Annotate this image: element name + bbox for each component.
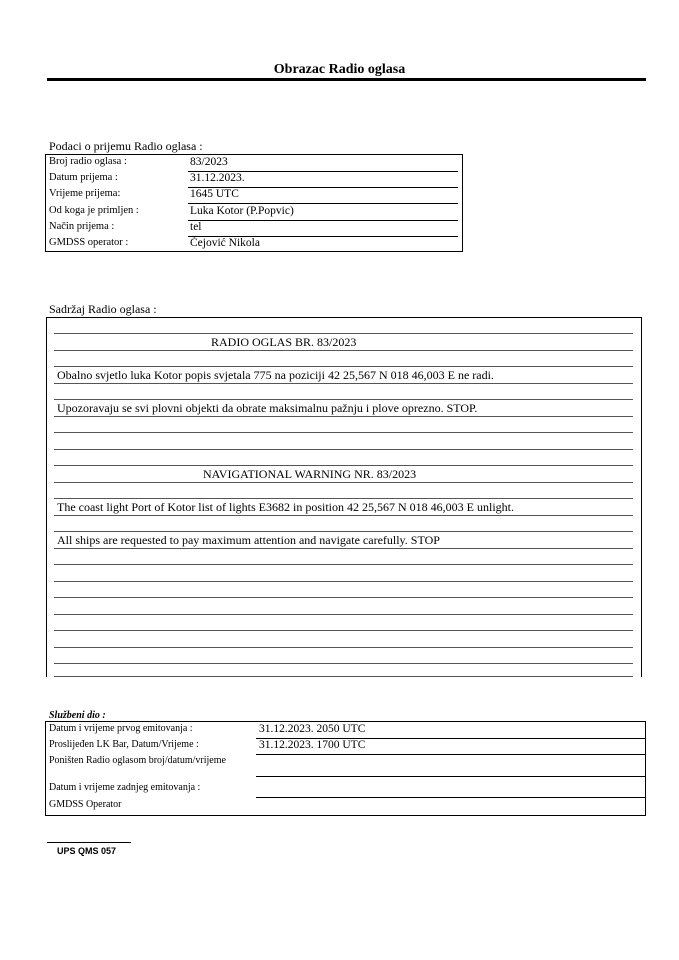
official-label-operator: GMDSS Operator [49,799,122,810]
reception-label-from: Od koga je primljen : [49,205,139,216]
reception-label-number: Broj radio oglasa : [49,156,127,167]
reception-value-operator: Čejović Nikola [190,237,260,249]
document-code: UPS QMS 057 [57,846,117,856]
official-table [45,721,646,816]
official-label-forwarded: Proslijeđen LK Bar, Datum/Vrijeme : [49,739,199,750]
form-title: Obrazac Radio oglasa [273,62,406,77]
official-label-last-broadcast: Datum i vrijeme zadnjeg emitovanja : [49,782,201,793]
local-warning-line-1: Obalno svjetlo luka Kotor popis svjetala 775 na poziciji 42 25,567 N 018 46,003 E ne radi. [57,368,494,382]
official-label-cancelled: Poništen Radio oglasom broj/datum/vrijeme [49,755,226,766]
local-warning-title: RADIO OGLAS BR. 83/2023 [211,335,357,349]
reception-label-date: Datum prijema : [49,172,118,183]
reception-value-from: Luka Kotor (P.Popvic) [190,205,294,217]
english-warning-line-1: The coast light Port of Kotor list of lights E3682 in position 42 25,567 N 018 46,003 E unlight. [57,500,514,514]
reception-value-number: 83/2023 [190,156,228,168]
official-value-forwarded: 31.12.2023. 1700 UTC [259,739,366,751]
local-warning-line-2: Upozoravaju se svi plovni objekti da obrate maksimalnu pažnju i plove oprezno. STOP. [57,401,478,415]
reception-label-time: Vrijeme prijema: [49,188,121,199]
official-heading: Službeni dio : [49,710,106,721]
reception-table [45,154,463,252]
reception-value-time: 1645 UTC [190,188,239,200]
english-warning-title: NAVIGATIONAL WARNING NR. 83/2023 [203,467,417,481]
reception-label-method: Način prijema : [49,221,115,232]
english-warning-line-2: All ships are requested to pay maximum attention and navigate carefully. STOP [57,533,440,547]
content-heading: Sadržaj Radio oglasa : [49,302,157,316]
reception-label-operator: GMDSS operator : [49,237,129,248]
footer-rule [47,842,131,843]
reception-value-date: 31.12.2023. [190,172,245,184]
official-value-first-broadcast: 31.12.2023. 2050 UTC [259,723,366,735]
official-label-first-broadcast: Datum i vrijeme prvog emitovanja : [49,723,193,734]
content-box [46,317,642,677]
reception-heading: Podaci o prijemu Radio oglasa : [49,139,203,153]
title-rule [47,78,646,81]
reception-value-method: tel [190,221,202,233]
